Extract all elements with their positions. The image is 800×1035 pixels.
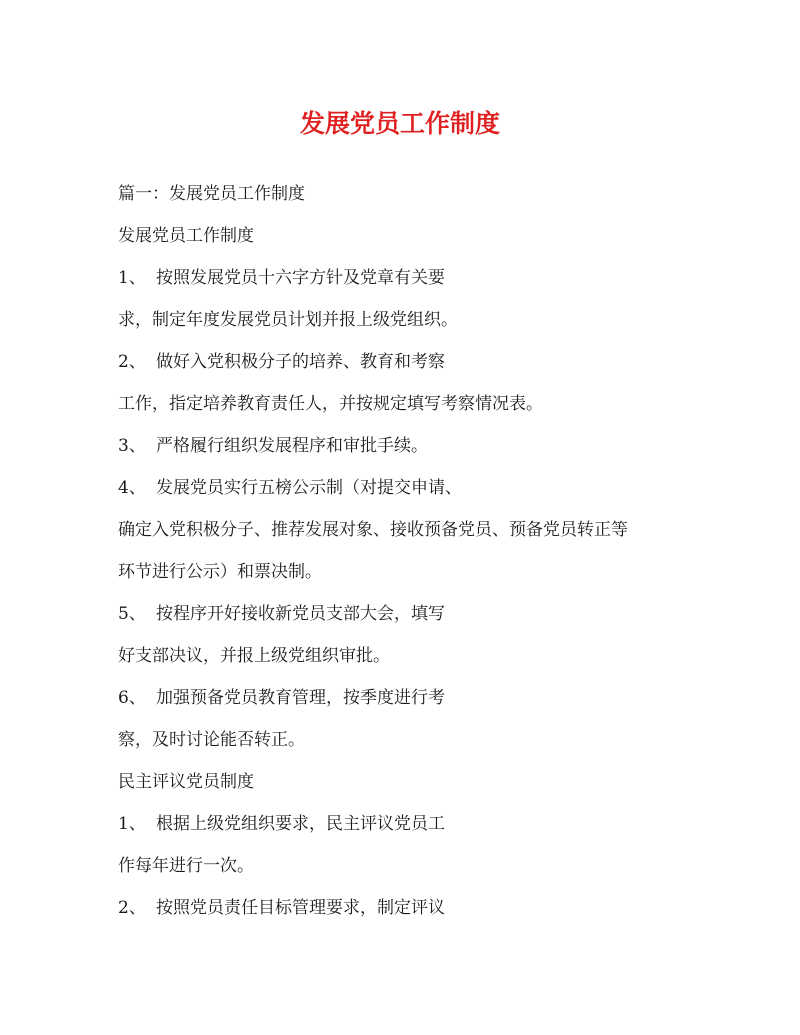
section-heading: 篇一：发展党员工作制度 — [118, 184, 305, 204]
item-number: 6、 — [118, 688, 146, 708]
item-number: 2、 — [118, 352, 146, 372]
item-number: 4、 — [118, 478, 146, 498]
list-item: 2、 按照党员责任目标管理要求，制定评议 — [118, 887, 718, 929]
item-number: 5、 — [118, 604, 146, 624]
list-item: 1、 根据上级党组织要求，民主评议党员工 — [118, 803, 718, 845]
paragraph-line: 作每年进行一次。 — [118, 856, 254, 876]
list-item: 5、 按程序开好接收新党员支部大会，填写 — [118, 593, 718, 635]
subsection-heading: 民主评议党员制度 — [118, 772, 254, 792]
document-title: 发展党员工作制度 — [299, 109, 500, 138]
paragraph-line: 好支部决议，并报上级党组织审批。 — [118, 646, 390, 666]
list-item: 4、 发展党员实行五榜公示制（对提交申请、 — [118, 467, 718, 509]
paragraph-line: 环节进行公示）和票决制。 — [118, 562, 322, 582]
document-body — [118, 173, 718, 929]
paragraph-line: 求，制定年度发展党员计划并报上级党组织。 — [118, 310, 458, 330]
paragraph-line: 工作，指定培养教育责任人，并按规定填写考察情况表。 — [118, 394, 543, 414]
item-number: 1、 — [118, 268, 146, 288]
list-item: 6、 加强预备党员教育管理，按季度进行考 — [118, 677, 718, 719]
subsection-heading: 发展党员工作制度 — [118, 226, 254, 246]
list-item: 3、 严格履行组织发展程序和审批手续。 — [118, 425, 718, 467]
item-number: 3、 — [118, 436, 146, 456]
item-number: 1、 — [118, 814, 146, 834]
paragraph-line: 察，及时讨论能否转正。 — [118, 730, 305, 750]
item-number: 2、 — [118, 898, 146, 918]
list-item: 1、 按照发展党员十六字方针及党章有关要 — [118, 257, 718, 299]
list-item: 2、 做好入党积极分子的培养、教育和考察 — [118, 341, 718, 383]
paragraph-line: 确定入党积极分子、推荐发展对象、接收预备党员、预备党员转正等 — [118, 520, 628, 540]
